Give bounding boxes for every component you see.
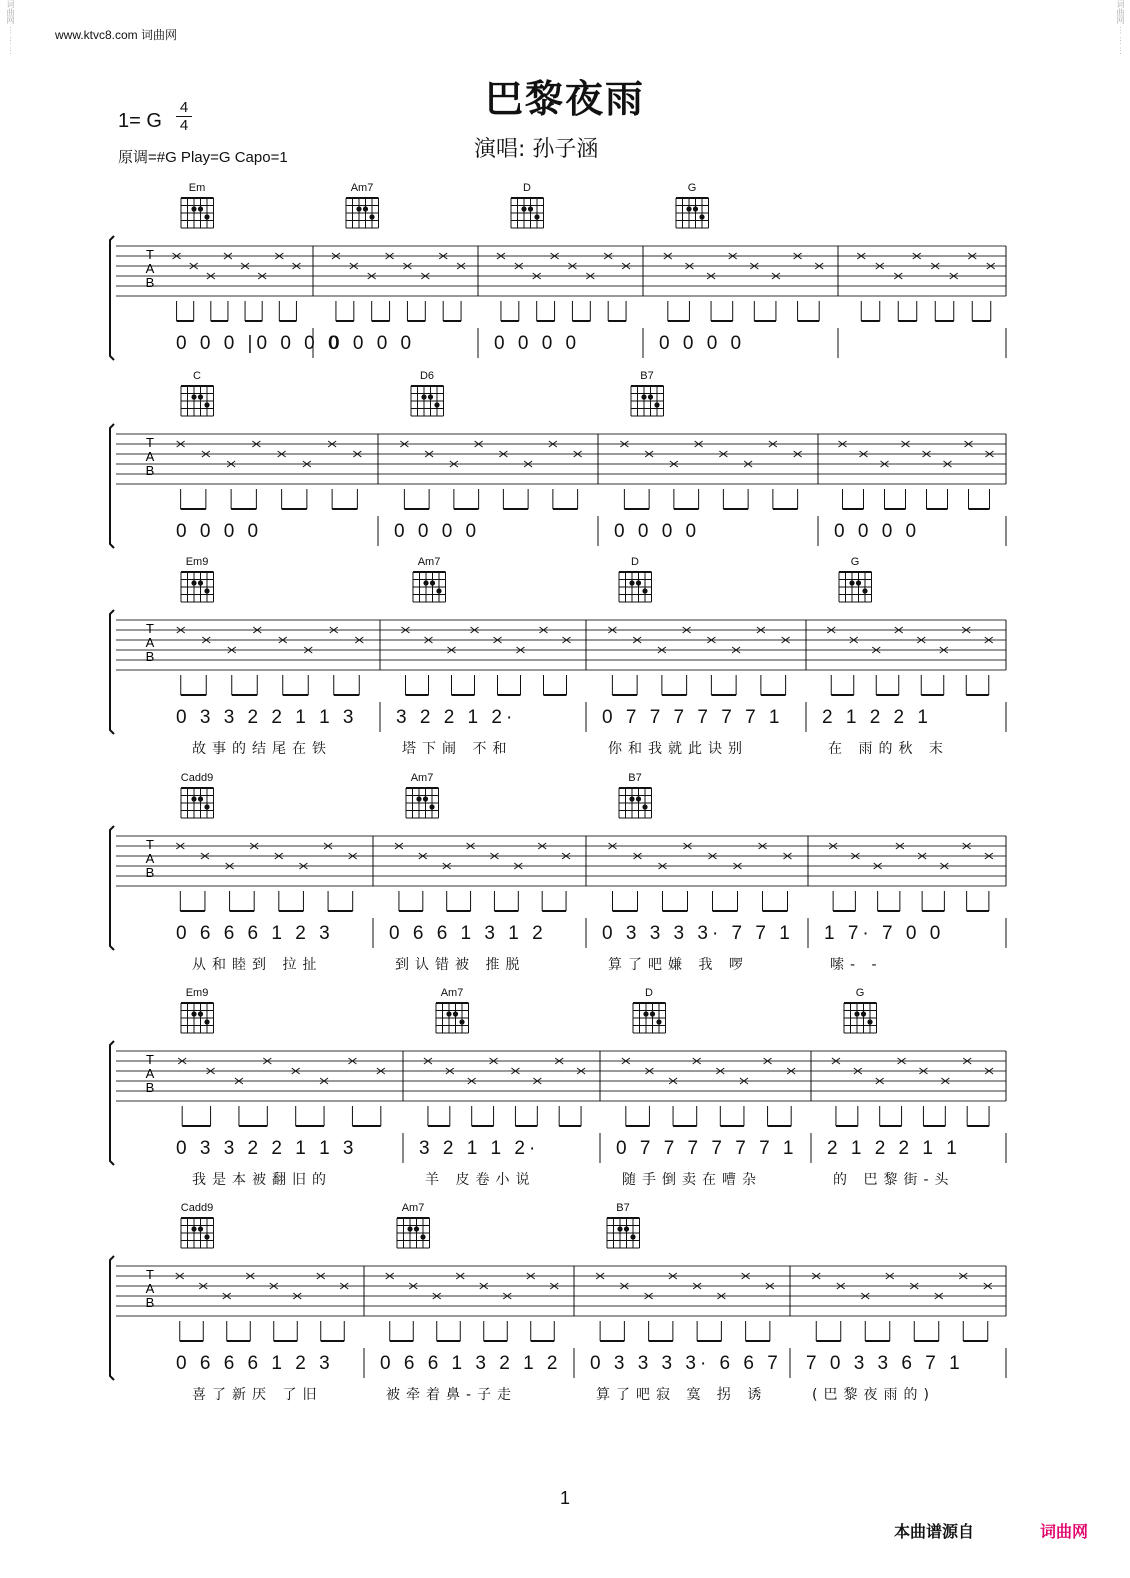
chord-name: Am7 bbox=[440, 987, 464, 999]
lyric-line: 算了吧寂 寞 拐 诱 bbox=[596, 1387, 768, 1403]
lyric-line: (巴黎夜雨的) bbox=[812, 1387, 935, 1403]
chord-name: G bbox=[687, 182, 697, 194]
numbered-notation: 2 1 2 2 1 bbox=[822, 707, 932, 728]
numbered-notation: 0 0 0 0 bbox=[329, 333, 416, 354]
chord-name: B7 bbox=[640, 370, 654, 382]
lyric-line: 嗦- - bbox=[830, 957, 883, 973]
chord-name: G bbox=[850, 556, 860, 568]
chord-diagram bbox=[178, 1216, 218, 1250]
numbered-notation: 0 0 0 0 bbox=[659, 333, 746, 354]
tab-clef-letter: A bbox=[145, 635, 155, 650]
chord-diagram bbox=[628, 384, 668, 418]
score-system bbox=[108, 370, 1008, 586]
numbered-notation: 0 3 3 2 2 1 1 3 bbox=[176, 707, 358, 728]
numbered-notation: 1 7· 7 0 0 bbox=[824, 923, 945, 944]
chord-diagram bbox=[410, 570, 450, 604]
tab-clef-letter: B bbox=[145, 649, 155, 664]
tab-clef-letter: T bbox=[146, 247, 154, 262]
chord-diagram bbox=[508, 196, 548, 230]
tab-clef-letter: A bbox=[145, 1281, 155, 1296]
chord-diagram bbox=[178, 570, 218, 604]
numbered-notation: 3 2 2 1 2· bbox=[396, 707, 517, 728]
chord-name: Am7 bbox=[417, 556, 441, 568]
numbered-notation: 0 6 6 6 1 2 3 bbox=[176, 1353, 334, 1374]
numbered-notation: 0 6 6 1 3 1 2 bbox=[389, 923, 547, 944]
numbered-notation: 0 0 0 0 bbox=[176, 521, 263, 542]
chord-name: B7 bbox=[628, 772, 642, 784]
site-url[interactable]: www.ktvc8.com 词曲网 bbox=[55, 28, 178, 42]
numbered-notation: 0 0 0 0 bbox=[834, 521, 921, 542]
chord-diagram bbox=[841, 1001, 881, 1035]
chord-name: Am7 bbox=[350, 182, 374, 194]
time-signature-bottom: 4 bbox=[179, 117, 189, 134]
chord-name: B7 bbox=[616, 1202, 630, 1214]
tab-clef-letter: A bbox=[145, 851, 155, 866]
lyric-line: 被牵着鼻-子走 bbox=[386, 1387, 518, 1403]
chord-diagram bbox=[673, 196, 713, 230]
chord-name: Em bbox=[188, 182, 206, 194]
lyric-line: 的 巴黎街-头 bbox=[833, 1172, 955, 1188]
tab-clef-letter: B bbox=[145, 865, 155, 880]
tab-clef-letter: B bbox=[145, 1080, 155, 1095]
tab-staff bbox=[108, 376, 1008, 586]
tab-clef-letter: T bbox=[146, 837, 154, 852]
chord-name: D bbox=[645, 987, 653, 999]
chord-diagram bbox=[630, 1001, 670, 1035]
tab-clef-letter: A bbox=[145, 261, 155, 276]
numbered-notation: 0 0 0 0 bbox=[614, 521, 701, 542]
chord-diagram bbox=[178, 786, 218, 820]
tab-clef-letter: T bbox=[146, 1267, 154, 1282]
tab-clef-letter: T bbox=[146, 1052, 154, 1067]
chord-name: G bbox=[855, 987, 865, 999]
source-credit: 本曲谱源自 bbox=[894, 1524, 975, 1541]
numbered-notation: 0 0 0 0 bbox=[394, 521, 481, 542]
system-bracket bbox=[110, 1041, 114, 1165]
chord-diagram bbox=[616, 786, 656, 820]
chord-name: Am7 bbox=[410, 772, 434, 784]
chord-diagram bbox=[178, 384, 218, 418]
tab-staff bbox=[108, 188, 1008, 398]
chord-diagram bbox=[604, 1216, 644, 1250]
score-system bbox=[108, 182, 1008, 398]
right-watermark: 词曲网 ··· ··· ··· bbox=[1116, 0, 1125, 55]
numbered-notation: 0 7 7 7 7 7 7 1 bbox=[616, 1138, 798, 1159]
chord-diagram bbox=[343, 196, 383, 230]
key-signature: 1= G bbox=[118, 110, 162, 132]
numbered-notation: 0 3 3 3 3· 7 7 1 bbox=[602, 923, 794, 944]
numbered-notation: 0 0 0 0 bbox=[494, 333, 581, 354]
numbered-notation: 3 2 1 1 2· bbox=[419, 1138, 540, 1159]
chord-name: Em9 bbox=[185, 987, 209, 999]
chord-diagram bbox=[836, 570, 876, 604]
lyric-line: 喜了新厌 了旧 bbox=[192, 1387, 323, 1403]
chord-name: C bbox=[193, 370, 201, 382]
score-system bbox=[108, 1202, 1008, 1418]
chord-name: D6 bbox=[419, 370, 435, 382]
numbered-notation: 0 7 7 7 7 7 7 1 bbox=[602, 707, 784, 728]
lyric-line: 你和我就此诀别 bbox=[608, 741, 748, 757]
tab-clef-letter: T bbox=[146, 435, 154, 450]
tuning-info: 原调=#G Play=G Capo=1 bbox=[118, 149, 288, 166]
time-signature bbox=[176, 100, 192, 133]
chord-diagram bbox=[403, 786, 443, 820]
numbered-notation: 2 1 2 2 1 1 bbox=[827, 1138, 961, 1159]
lyric-line: 羊 皮卷小说 bbox=[425, 1172, 536, 1188]
chord-name: Em9 bbox=[185, 556, 209, 568]
numbered-notation: 0 6 6 1 3 2 1 2 bbox=[380, 1353, 562, 1374]
chord-diagram bbox=[178, 196, 218, 230]
watermark-text: 词曲网 bbox=[6, 0, 15, 24]
tab-clef-letter: A bbox=[145, 1066, 155, 1081]
chord-name: Cadd9 bbox=[180, 1202, 214, 1214]
source-brand[interactable]: 词曲网 bbox=[1040, 1524, 1089, 1541]
chord-diagram bbox=[616, 570, 656, 604]
numbered-notation: 0 6 6 6 1 2 3 bbox=[176, 923, 334, 944]
chord-name: D bbox=[631, 556, 639, 568]
numbered-notation: 0 3 3 2 2 1 1 3 bbox=[176, 1138, 358, 1159]
score-system bbox=[108, 556, 1008, 772]
score-system bbox=[108, 987, 1008, 1203]
time-signature-top: 4 bbox=[179, 99, 189, 116]
lyric-line: 到认错被 推脱 bbox=[395, 957, 526, 973]
lyric-line: 我是本被翻旧的 bbox=[192, 1172, 332, 1188]
system-bracket bbox=[110, 236, 114, 360]
chord-name: Cadd9 bbox=[180, 772, 214, 784]
tab-clef-letter: B bbox=[145, 275, 155, 290]
page-title: 巴黎夜雨 bbox=[484, 77, 645, 121]
tab-clef-letter: B bbox=[145, 1295, 155, 1310]
system-bracket bbox=[110, 826, 114, 950]
lyric-line: 在 雨的秋 末 bbox=[828, 741, 949, 757]
singer: 演唱: 孙子涵 bbox=[474, 137, 599, 162]
chord-diagram bbox=[178, 1001, 218, 1035]
chord-name: Am7 bbox=[401, 1202, 425, 1214]
chord-diagram bbox=[433, 1001, 473, 1035]
chord-diagram bbox=[408, 384, 448, 418]
lyric-line: 算了吧嫌 我 啰 bbox=[608, 957, 749, 973]
tab-clef-letter: B bbox=[145, 463, 155, 478]
lyric-line: 故事的结尾在铁 bbox=[192, 741, 332, 757]
chord-name: D bbox=[523, 182, 531, 194]
numbered-notation: 0 3 3 3 3· 6 6 7 bbox=[590, 1353, 782, 1374]
lyric-line: 从和睦到 拉扯 bbox=[192, 957, 323, 973]
chord-diagram bbox=[394, 1216, 434, 1250]
lyric-line: 塔下闹 不和 bbox=[402, 741, 513, 757]
lyric-line: 随手倒卖在嘈杂 bbox=[622, 1172, 762, 1188]
numbered-notation: 7 0 3 3 6 7 1 bbox=[806, 1353, 964, 1374]
system-bracket bbox=[110, 1256, 114, 1380]
left-watermark: 词曲网 ··· ··· ··· bbox=[6, 0, 15, 55]
tab-clef-letter: T bbox=[146, 621, 154, 636]
numbered-notation: 0 0 0 |0 0 0 0 bbox=[176, 333, 343, 354]
page-number: 1 bbox=[559, 1488, 570, 1508]
tab-clef-letter: A bbox=[145, 449, 155, 464]
system-bracket bbox=[110, 610, 114, 734]
system-bracket bbox=[110, 424, 114, 548]
score-system bbox=[108, 772, 1008, 988]
watermark-text: 词曲网 bbox=[1116, 0, 1125, 24]
